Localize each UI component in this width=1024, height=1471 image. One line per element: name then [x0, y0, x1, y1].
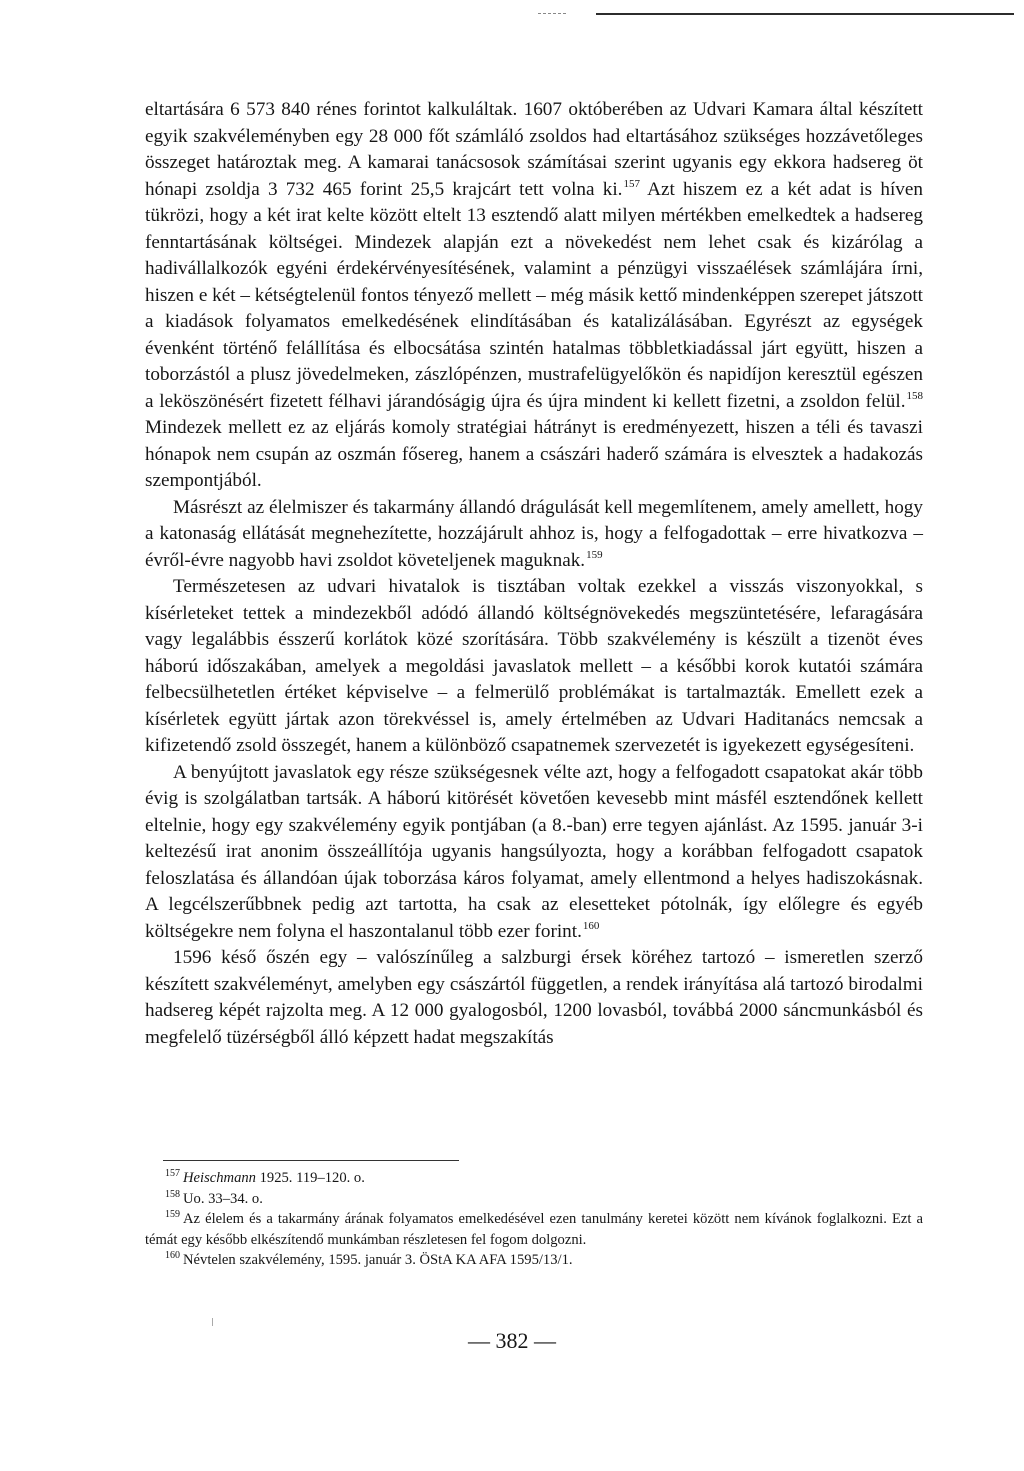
- footnote-author: Heischmann: [183, 1170, 256, 1186]
- footnote-reference[interactable]: 157: [623, 177, 640, 190]
- main-text: [145, 97, 923, 1051]
- footnote-separator: [163, 1160, 459, 1161]
- paragraph: [145, 574, 923, 760]
- header-rule: [596, 13, 1014, 15]
- paragraph: [145, 945, 923, 1051]
- paragraph-text: Másrészt az élelmiszer és takarmány állandó drágulását kell megemlítenem, amely amellett, hogy a katonaság ellátását megnehezítette, hozzájárult ahhoz is, hogy a felfogadottak – erre hivatkozva – évről-évre nagyobb havi zsoldot követeljenek maguknak.: [145, 496, 923, 571]
- footnote-item: [145, 1168, 923, 1189]
- paragraph-text: Azt hiszem ez a két adat is híven tükrözi, hogy a két irat kelte között eltelt 13 esztendő alatt milyen mértékben emelkedtek a hadsereg fenntartásának költségei. Mindezek alapján ezt a növekedést nem lehet csak és kizárólag a hadivállalkozók egyéni érdekérvényesítésének, valamint a pénzügyi visszaélések számlájára írni, hiszen e két – kétségtelenül fontos tényező mellett – még másik kettő mindenképpen szerepet játszott a kiadások folyamatos emelkedésének elindításában és katalizálásában. Egyrészt az egységek évenként történő felállítása és elbocsátása szintén hatalmas többletkiadással járt együtt, hiszen a toborzástól a plusz jövedelmeken, zászlópénzen, mustrafelügyelőkön és napidíjon keresztül egészen a leköszönésért fizetett félhavi járandóságig újra és újra mindent ki kellett fizetni, a zsoldon felül.: [145, 178, 923, 412]
- page-number: — 382 —: [468, 1328, 556, 1353]
- paragraph: [145, 760, 923, 946]
- paragraph-text: eltartására 6 573 840 rénes forintot kalkuláltak. 1607 októberében az Udvari Kamara által készített egyik szakvéleményben egy 28 000 főt számláló zsoldos had eltartásához szükséges hozzávetőleges összeget határoztak meg. A kamarai tanácsosok számításai szerint ugyanis egy ekkora hadsereg öt hónapi zsoldja 3 732 465 forint 25,5 krajcárt tett volna ki.: [145, 99, 923, 200]
- footnote-item: [145, 1209, 923, 1250]
- scan-mark: [212, 1318, 213, 1326]
- footnote-item: [145, 1250, 923, 1271]
- footnote-number: 158: [165, 1188, 180, 1200]
- footnote-text: Az élelem és a takarmány árának folyamatos emelkedésével ezen tanulmány keretei között nem kívánok foglalkozni. Ezt a témát egy később elkészítendő munkámban részletesen fel fogom dolgozni.: [145, 1211, 923, 1248]
- footnotes: [145, 1168, 923, 1271]
- footnote-number: 157: [165, 1168, 180, 1179]
- paragraph-text: Természetesen az udvari hivatalok is tisztában voltak ezekkel a visszás viszonyokkal, s kísérleteket tettek a mindezekből adódó állandó költségnövekedés megszüntetésére, lefaragására vagy legalábbis ésszerű korlátok közé szorítására. Több szakvélemény is készült a tizenöt éves háború időszakában, amelyek a megoldási javaslatok mellett – a későbbi korok kutatói számára felbecsülhetetlen értéket képviselve – a felmerülő problémákat is tartalmazták. Emellett ezek a kísérletek együtt jártak azon törekvéssel is, amely értelmében az Udvari Haditanács nemcsak a kifizetendő zsold összegét, hanem a különböző csapatnemek szervezetét is igyekezett egységesíteni.: [145, 576, 923, 756]
- paragraph: [145, 97, 923, 495]
- footnote-text: 1925. 119–120. o.: [255, 1170, 365, 1186]
- paragraph-text: Mindezek mellett ez az eljárás komoly stratégiai hátrányt is eredményezett, hiszen a téli és tavaszi hónapok nem csupán az oszmán fősereg, hanem a császári haderő számára is elvesztek a hadakozás szempontjából.: [145, 417, 923, 491]
- footnote-reference[interactable]: 160: [582, 919, 600, 932]
- footnote-reference[interactable]: 159: [586, 548, 603, 561]
- footnote-text: Uo. 33–34. o.: [183, 1190, 263, 1207]
- paragraph-text: 1596 késő őszén egy – valószínűleg a salzburgi érsek köréhez tartozó – ismeretlen szerző készített szakvéleményt, amelyben egy császártól független, a rendek irányítása alá tartozó birodalmi hadsereg képét rajzolta meg. A 12 000 gyalogosból, 1200 lovasból, továbbá 2000 sáncmunkásból és megfelelő tüzérségből álló képzett hadat megszakítás: [145, 947, 923, 1048]
- footnote-reference[interactable]: 158: [906, 389, 923, 402]
- paragraph: [145, 495, 923, 575]
- header-dash: [538, 13, 566, 14]
- footnote-number: 159: [165, 1209, 180, 1220]
- paragraph-text: A benyújtott javaslatok egy része szükségesnek vélte azt, hogy a felfogadott csapatokat akár több évig is szolgálatban tartsák. A háború kitörését követően kevesebb mint másfél esztendőnek kellett eltelnie, hogy egy szakvélemény egyik pontjában (a 8.-ban) erre tegyen ajánlást. Az 1595. január 3-i keltezésű irat anonim összeállítója ugyanis hangsúlyozta, hogy a korábban felfogadott csapatok feloszlatása és állandóan újak toborzása káros folyamat, amely ellentmond a helyes hadiszokásnak. A legcélszerűbbnek pedig azt tartotta, ha csak az elesetteket pótolnák, így előlegre és egyéb költségekre nem folyna el haszontalanul több ezer forint.: [145, 761, 923, 942]
- footnote-number: 160: [165, 1250, 180, 1261]
- footnote-text: Névtelen szakvélemény, 1595. január 3. ÖStA KA AFA 1595/13/1.: [183, 1252, 573, 1268]
- footnote-item: [145, 1189, 923, 1210]
